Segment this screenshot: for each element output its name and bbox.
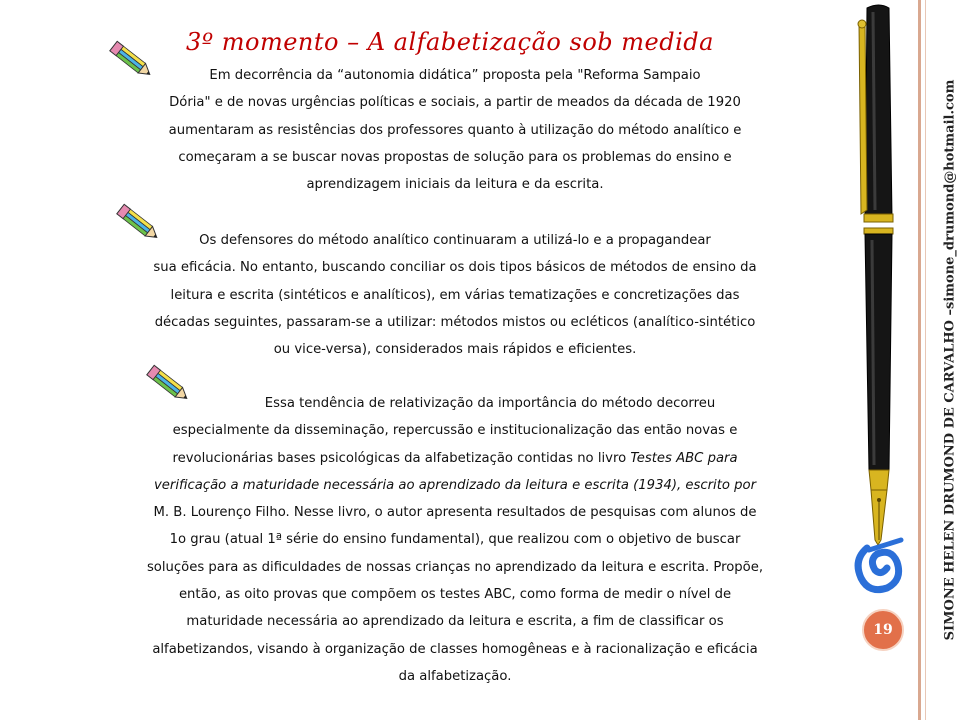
paragraph-line: aprendizagem iniciais da leitura e da escrita. <box>306 177 604 193</box>
paragraph-line: aumentaram as resistências dos professores quanto à utilização do método analítico e <box>168 122 742 138</box>
paragraph-line: Em decorrência da “autonomia didática” proposta pela "Reforma Sampaio <box>209 68 701 83</box>
paragraph-line: Dória" e de novas urgências políticas e sociais, a partir de meados da década de 1920 <box>169 95 741 111</box>
fountain-pen-icon <box>845 0 917 610</box>
paragraph-line <box>110 445 800 472</box>
paragraph-line: 1o grau (atual 1ª série do ensino fundamental), que realizou com o objetivo de buscar <box>169 532 741 548</box>
paragraph-line: ou vice-versa), considerados mais rápidos e eficientes. <box>273 342 637 358</box>
paragraph-line: M. B. Lourenço Filho. Nesse livro, o autor apresenta resultados de pesquisas com alunos de <box>153 505 757 521</box>
paragraph-line: alfabetizandos, visando à organização de classes homogêneas e à racionalização e eficácia <box>152 641 758 657</box>
book-title-line: verificação a maturidade necessária ao aprendizado da leitura e escrita (1934), escrito por <box>154 477 756 493</box>
paragraph-1 <box>110 62 800 198</box>
paragraph-2 <box>110 227 800 363</box>
paragraph-line: começaram a se buscar novas propostas de solução para os problemas do ensino e <box>178 149 732 165</box>
paragraph-line: Essa tendência de relativização da importância do método decorreu <box>264 396 716 411</box>
author-sidebar-text: SIMONE HELEN DRUMOND DE CARVALHO –simone_drumond@hotmail.com <box>942 79 958 641</box>
slide-title: 3º momento – A alfabetização sob medida <box>186 28 714 56</box>
paragraph-line: sua eficácia. No entanto, buscando conciliar os dois tipos básicos de métodos de ensino da <box>153 260 757 276</box>
frame-border-line <box>918 0 921 720</box>
paragraph-line: então, as oito provas que compõem os testes ABC, como forma de medir o nível de <box>178 587 732 603</box>
paragraph-text: revolucionárias bases psicológicas da alfabetização contidas no livro <box>172 450 631 466</box>
frame-border-line-inner <box>925 0 926 720</box>
paragraph-line: maturidade necessária ao aprendizado da leitura e escrita, a fim de classificar os <box>186 614 724 630</box>
paragraph-line: décadas seguintes, passaram-se a utilizar: métodos mistos ou ecléticos (analítico-sintético <box>154 314 756 330</box>
page-number-badge: 19 <box>862 609 904 651</box>
paragraph-line: leitura e escrita (sintéticos e analíticos), em várias tematizações e concretizações das <box>170 287 740 303</box>
paragraph-line: especialmente da disseminação, repercussão e institucionalização das então novas e <box>172 423 738 439</box>
paragraph-line: da alfabetização. <box>398 668 512 684</box>
book-title-text: Testes ABC para <box>630 450 738 466</box>
paragraph-line: soluções para as dificuldades de nossas crianças no aprendizado da leitura e escrita. Propõe, <box>146 559 764 575</box>
paragraph-line: Os defensores do método analítico continuaram a utilizá-lo e a propagandear <box>199 233 711 248</box>
paragraph-3 <box>110 390 800 690</box>
